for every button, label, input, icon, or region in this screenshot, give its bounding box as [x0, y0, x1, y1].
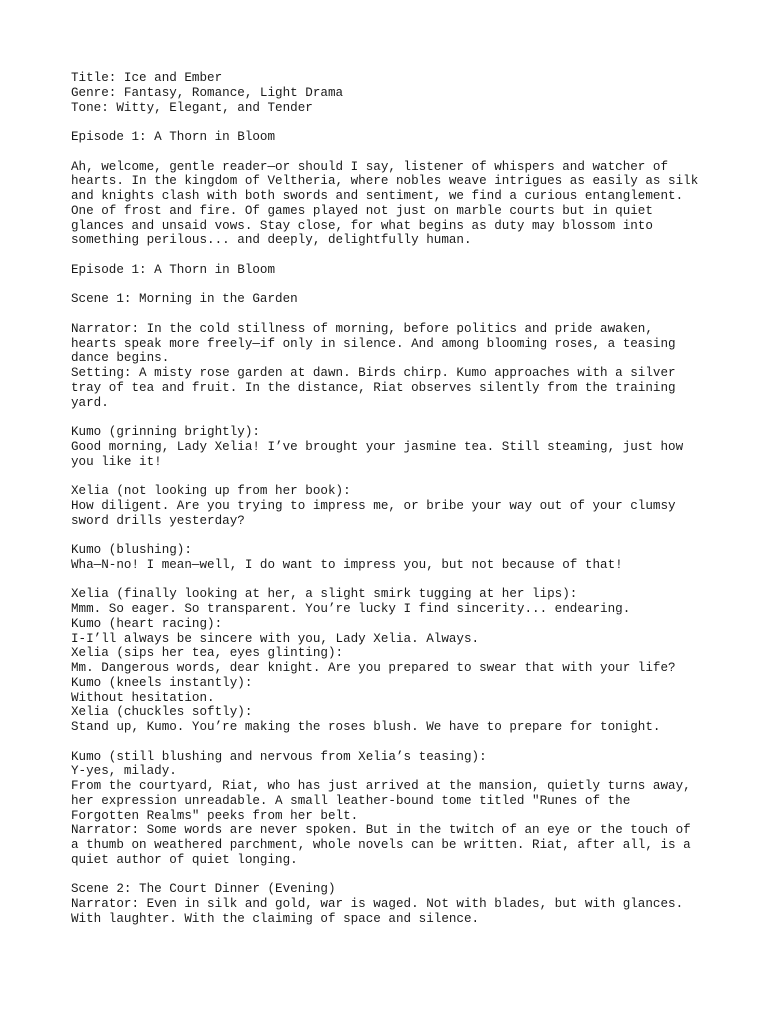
text-line: something perilous... and deeply, delightfully human.	[71, 233, 472, 248]
paragraph-narrator-setting	[71, 322, 711, 411]
text-line: her expression unreadable. A small leather-bound tome titled "Runes of the	[71, 793, 631, 808]
paragraph-episode-heading	[71, 130, 711, 145]
text-line: sword drills yesterday?	[71, 513, 245, 528]
text-line: you like it!	[71, 454, 162, 469]
paragraph-kumo-line-1	[71, 425, 711, 469]
text-line: Episode 1: A Thorn in Bloom	[71, 262, 276, 277]
paragraph-exchange	[71, 587, 711, 735]
paragraph-courtyard	[71, 750, 711, 868]
paragraph-gap	[71, 145, 711, 160]
text-line: Y-yes, milady.	[71, 764, 177, 779]
text-line: glances and unsaid vows. Stay close, for what begins as duty may blossom into	[71, 218, 653, 233]
text-line: Kumo (blushing):	[71, 543, 192, 557]
paragraph-scene-1-heading	[71, 292, 711, 307]
text-line: Episode 1: A Thorn in Bloom	[71, 130, 276, 144]
text-line: Forgotten Realms" peeks from her belt.	[71, 808, 359, 823]
paragraph-gap	[71, 469, 711, 484]
text-line: How diligent. Are you trying to impress me, or bribe your way out of your clumsy	[71, 498, 676, 513]
text-line: I-I’ll always be sincere with you, Lady Xelia. Always.	[71, 631, 480, 646]
text-line: and knights clash with both swords and sentiment, we find a curious entanglement.	[71, 189, 684, 203]
text-line: dance begins.	[71, 351, 170, 366]
paragraph-gap	[71, 573, 711, 588]
paragraph-gap	[71, 868, 711, 883]
text-line: Kumo (still blushing and nervous from Xelia’s teasing):	[71, 749, 487, 764]
text-line: yard.	[71, 395, 109, 410]
text-line: hearts. In the kingdom of Veltheria, where nobles weave intrigues as easily as silk	[71, 174, 699, 189]
paragraph-gap	[71, 278, 711, 293]
text-line: quiet author of quiet longing.	[71, 852, 298, 867]
text-line: With laughter. With the claiming of space and silence.	[71, 911, 480, 926]
text-line: Title: Ice and Ember	[71, 71, 223, 85]
paragraph-header	[71, 71, 711, 115]
text-line: From the courtyard, Riat, who has just arrived at the mansion, quietly turns away,	[71, 779, 691, 793]
paragraph-gap	[71, 248, 711, 263]
text-line: One of frost and fire. Of games played not just on marble courts but in quiet	[71, 203, 653, 218]
text-line: Mmm. So eager. So transparent. You’re lucky I find sincerity... endearing.	[71, 602, 631, 616]
text-line: Ah, welcome, gentle reader—or should I say, listener of whispers and watcher of	[71, 159, 669, 174]
text-line: Wha—N-no! I mean—well, I do want to impress you, but not because of that!	[71, 557, 623, 572]
text-line: tray of tea and fruit. In the distance, Riat observes silently from the training	[71, 380, 676, 395]
text-line: Genre: Fantasy, Romance, Light Drama	[71, 85, 344, 100]
text-line: Xelia (not looking up from her book):	[71, 484, 351, 498]
text-line: Xelia (sips her tea, eyes glinting):	[71, 646, 344, 661]
text-line: Xelia (finally looking at her, a slight smirk tugging at her lips):	[71, 587, 578, 602]
text-line: Xelia (chuckles softly):	[71, 705, 253, 720]
text-line: Kumo (heart racing):	[71, 616, 223, 631]
document-page	[71, 71, 711, 927]
paragraph-gap	[71, 115, 711, 130]
paragraph-scene-2	[71, 882, 711, 926]
paragraph-gap	[71, 735, 711, 750]
text-line: Without hesitation.	[71, 690, 215, 705]
text-line: Stand up, Kumo. You’re making the roses blush. We have to prepare for tonight.	[71, 720, 661, 734]
paragraph-xelia-line-1	[71, 484, 711, 528]
text-line: a thumb on weathered parchment, whole novels can be written. Riat, after all, is a	[71, 838, 691, 852]
text-line: Narrator: Some words are never spoken. But in the twitch of an eye or the touch of	[71, 823, 691, 838]
text-line: Narrator: In the cold stillness of morning, before politics and pride awaken,	[71, 321, 653, 336]
text-line: Scene 2: The Court Dinner (Evening)	[71, 882, 336, 897]
text-line: Mm. Dangerous words, dear knight. Are you prepared to swear that with your life?	[71, 661, 676, 675]
text-line: Kumo (grinning brightly):	[71, 425, 260, 439]
text-line: Kumo (kneels instantly):	[71, 675, 253, 690]
text-line: Tone: Witty, Elegant, and Tender	[71, 100, 313, 115]
text-line: Good morning, Lady Xelia! I’ve brought your jasmine tea. Still steaming, just how	[71, 439, 684, 454]
text-line: Setting: A misty rose garden at dawn. Birds chirp. Kumo approaches with a silver	[71, 366, 676, 380]
paragraph-gap	[71, 528, 711, 543]
paragraph-introduction	[71, 160, 711, 249]
text-line: Narrator: Even in silk and gold, war is waged. Not with blades, but with glances.	[71, 897, 684, 911]
paragraph-kumo-line-2	[71, 543, 711, 573]
paragraph-gap	[71, 410, 711, 425]
text-line: Scene 1: Morning in the Garden	[71, 292, 298, 307]
paragraph-episode-heading-repeat	[71, 263, 711, 278]
paragraph-gap	[71, 307, 711, 322]
text-line: hearts speak more freely—if only in silence. And among blooming roses, a teasing	[71, 336, 676, 351]
